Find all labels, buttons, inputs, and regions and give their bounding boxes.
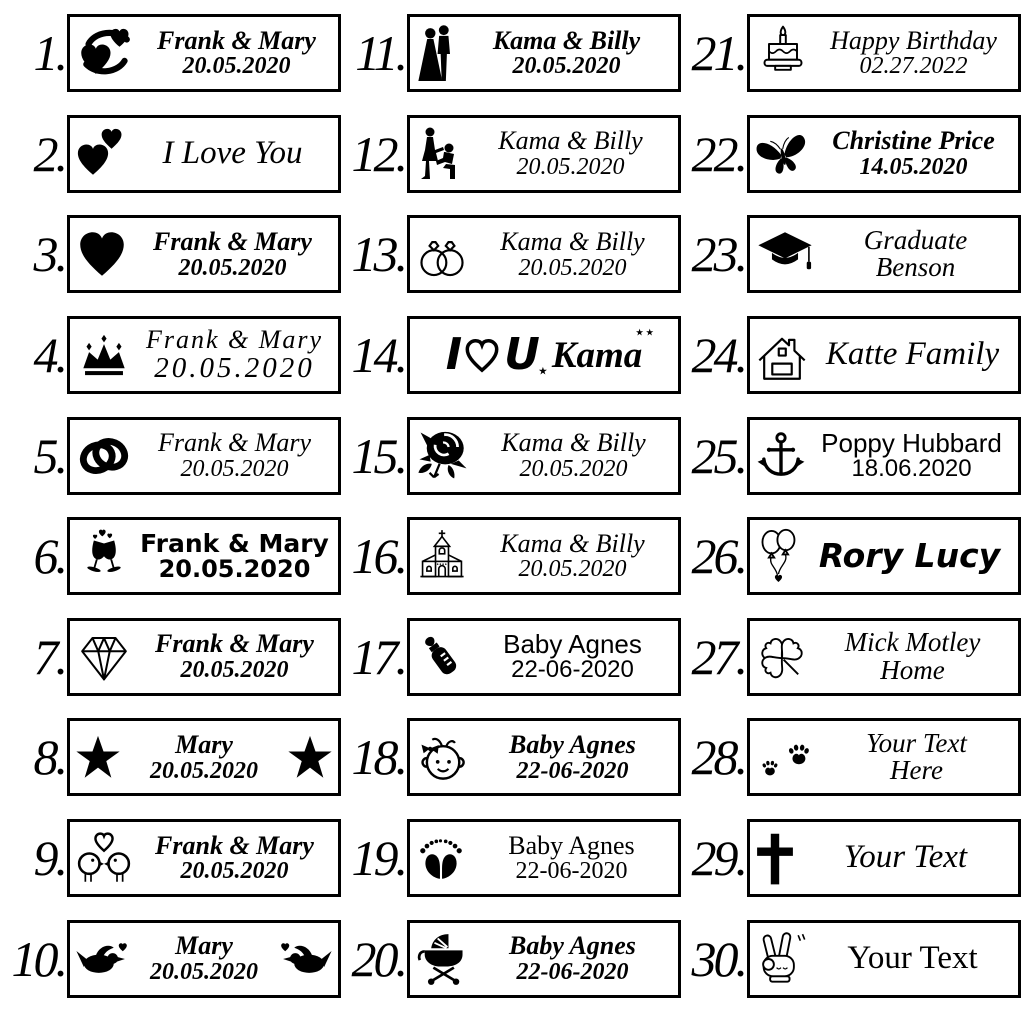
design-text [136,631,333,682]
design-text-line1: Kama & Billy [500,226,645,256]
design-text [472,528,673,583]
design-preview[interactable] [747,115,1021,193]
star-icon [287,734,333,780]
design-number: 21. [691,25,745,82]
design-text-line1: Baby Agnes [509,729,636,759]
design-preview[interactable] [747,417,1021,495]
design-text [124,729,284,784]
design-option [342,204,682,305]
design-number: 20. [351,930,405,987]
design-number: 9. [33,830,65,887]
heart-outline-icon [464,338,500,373]
baby-feet-icon [415,832,467,884]
design-text [472,226,673,281]
design-text-line2: 20.05.2020 [180,455,289,482]
design-text-line1: Rory Lucy [818,536,1001,576]
design-text [136,830,333,885]
design-preview[interactable] [747,718,1021,796]
graduation-cap-icon [755,229,815,279]
design-text-line2: 20.05.2020 [519,455,628,482]
love-letter-u: U [504,329,538,381]
design-preview[interactable] [67,316,341,394]
design-text-line1: Baby Agnes [503,629,642,660]
design-text [132,226,333,281]
design-text-line2: 20.05.2020 [154,351,315,384]
design-text [474,430,673,481]
toast-glasses-icon [75,529,133,583]
design-text [812,629,1013,684]
design-number: 13. [351,226,405,283]
design-text-line2: 20.05.2020 [182,53,291,80]
design-number: 25. [691,427,745,484]
design-option [342,405,682,506]
design-text-line2: Home [880,654,945,685]
design-number: 1. [33,25,65,82]
design-text [132,137,333,171]
design-text-line1: Poppy Hubbard [821,428,1002,459]
design-number: 16. [351,528,405,585]
design-text [820,727,1013,786]
design-text-line1: Mary [175,931,233,961]
design-text-line2: Benson [875,252,956,283]
design-preview[interactable] [67,417,341,495]
design-preview[interactable] [67,215,341,293]
design-option [342,506,682,607]
design-preview[interactable] [67,920,341,998]
design-text-line1: Kama & Billy [501,428,646,458]
design-option [342,3,682,104]
design-text-line1: Frank & Mary [155,629,314,659]
design-text-line2: 02.27.2022 [859,53,968,80]
design-preview[interactable] [407,517,681,595]
design-preview[interactable] [407,920,681,998]
design-text-line1: Katte Family [825,336,1000,373]
design-text-line2: 20.05.2020 [512,53,621,80]
double-hearts-swoosh-icon [75,26,137,80]
baby-face-icon [415,731,469,783]
design-option [2,104,342,205]
design-text-line1: Mick Motley [844,627,981,658]
design-preview[interactable] [407,215,681,293]
design-number: 2. [33,125,65,182]
heart-icon [75,227,129,281]
design-text-line1: Kama & Billy [498,126,643,156]
design-option [2,908,342,1009]
design-number: 19. [351,830,405,887]
design-text-line1: Baby Agnes [509,931,636,961]
design-option [682,305,1022,406]
rose-icon [415,428,471,484]
design-preview[interactable] [407,14,681,92]
design-preview[interactable] [747,14,1021,92]
dove-right-icon [75,935,129,983]
design-number: 28. [691,729,745,786]
interlocked-rings-icon [75,431,133,481]
design-number: 22. [691,125,745,182]
design-preview[interactable] [747,618,1021,696]
design-option [342,104,682,205]
wedding-couple-icon [415,25,457,81]
design-option [342,707,682,808]
design-text-line2: Here [890,755,943,786]
design-number: 27. [691,628,745,685]
design-preview[interactable] [407,618,681,696]
design-option [682,204,1022,305]
design-text-line1: Your Text [847,939,978,976]
lovebirds-icon [75,832,133,884]
design-text [814,128,1013,179]
design-option [2,204,342,305]
design-preview[interactable] [407,718,681,796]
design-text [415,329,673,381]
love-letter-i: I [445,329,461,381]
design-text-line1: Your Text [843,839,968,876]
design-option [342,305,682,406]
design-option [682,908,1022,1009]
design-preview[interactable] [407,417,681,495]
design-number: 10. [11,930,65,987]
clover-icon [755,630,809,684]
design-option [682,405,1022,506]
design-preview[interactable] [747,316,1021,394]
design-preview[interactable] [747,819,1021,897]
design-text [818,224,1013,283]
design-text-line1: Frank & Mary [145,325,324,355]
church-icon [415,529,469,583]
peace-hand-icon [755,932,809,986]
diamond-rings-icon [415,229,469,279]
design-text [460,25,673,80]
design-text-line2: 20.05.2020 [180,656,289,683]
design-text [136,430,333,481]
design-text-line2: 20.05.2020 [518,254,627,281]
design-option [2,405,342,506]
design-text-line2: 20.05.2020 [178,254,287,281]
design-preview[interactable] [747,920,1021,998]
butterfly-icon [755,129,811,179]
two-hearts-icon [75,127,129,181]
design-text-line2: 20.05.2020 [150,757,258,784]
balloons-icon [755,528,803,584]
design-option [682,607,1022,708]
design-text-line1: Baby Agnes [508,830,635,860]
design-preview[interactable] [67,718,341,796]
design-option [682,808,1022,909]
house-icon [755,329,809,381]
design-option [682,707,1022,808]
design-text [806,536,1013,576]
design-text [468,128,673,179]
design-text-line2: 18.06.2020 [851,454,972,482]
design-number: 11. [355,25,405,82]
design-number: 7. [33,628,65,685]
design-number: 15. [351,427,405,484]
design-text [472,631,673,682]
design-preview[interactable] [407,115,681,193]
design-text-line1: Frank & Mary [155,830,314,860]
design-number: 17. [351,628,405,685]
design-option [682,3,1022,104]
love-name: ★ Kama ★★ [552,337,642,374]
design-text [812,338,1013,372]
baby-carriage-icon [415,932,469,986]
design-text-line1: I Love You [162,135,303,172]
design-option [342,607,682,708]
proposal-icon [415,126,465,182]
design-option [2,3,342,104]
design-text-line1: Kama & Billy [500,528,645,558]
design-option [682,104,1022,205]
design-text-line2: 20.05.2020 [516,153,625,180]
design-option [342,908,682,1009]
design-text-line2: 22-06-2020 [515,858,628,885]
design-number: 5. [33,427,65,484]
design-text-line1: Kama & Billy [492,25,641,55]
design-text [812,939,1013,976]
design-preview[interactable] [747,215,1021,293]
design-preview[interactable] [747,517,1021,595]
design-text [136,327,333,383]
design-number: 12. [351,125,405,182]
design-number: 24. [691,327,745,384]
design-preview[interactable] [67,14,341,92]
baby-bottle-icon [415,630,469,684]
design-text [132,933,276,984]
design-text [472,933,673,984]
design-number: 4. [33,327,65,384]
design-text-line2: 20.05.2020 [180,858,289,885]
design-text-line1: Mary [175,729,233,759]
design-text [814,25,1013,80]
design-number: 14. [351,327,405,384]
design-number: 3. [33,226,65,283]
design-preview[interactable] [407,316,681,394]
design-option [2,305,342,406]
design-preview[interactable] [67,819,341,897]
design-text-line1: Frank & Mary [157,25,316,55]
design-text-line2: 20.05.2020 [158,554,311,583]
design-text [798,841,1013,875]
design-text-line2: 20.05.2020 [150,958,258,985]
design-text [136,531,333,581]
design-text-line1: Your Text [866,727,967,758]
design-option [2,808,342,909]
diamond-icon [75,630,133,684]
design-preview[interactable] [407,819,681,897]
design-text-line1: Frank & Mary [157,428,312,458]
design-option [2,607,342,708]
design-number: 30. [691,930,745,987]
design-text-line1: Frank & Mary [153,226,312,256]
dove-left-icon [279,935,333,983]
design-text [472,729,673,784]
design-option [342,808,682,909]
design-text [470,830,673,885]
design-number: 26. [691,528,745,585]
design-text-line2: 22-06-2020 [516,958,629,985]
design-text-line2: 22-06-2020 [516,757,629,784]
paw-prints-icon [755,732,817,782]
design-text-line1: Christine Price [832,126,995,156]
cross-icon [755,831,795,885]
design-text [810,430,1013,481]
design-preview[interactable] [67,115,341,193]
design-text-line1: Happy Birthday [830,25,997,55]
design-text-line1: Graduate [863,224,968,255]
design-option [2,707,342,808]
design-number: 8. [33,729,65,786]
birthday-cake-icon [755,25,811,81]
design-number: 23. [691,226,745,283]
design-text [140,25,333,80]
design-number: 6. [33,528,65,585]
design-preview[interactable] [67,517,341,595]
design-preview[interactable] [67,618,341,696]
design-option [2,506,342,607]
design-text-line2: 14.05.2020 [859,153,968,180]
anchor-icon [755,429,807,483]
design-text-line2: 22-06-2020 [511,655,634,683]
crown-icon [75,328,133,382]
design-option [682,506,1022,607]
design-number: 18. [351,729,405,786]
design-text-line2: 20.05.2020 [518,556,627,583]
star-icon [75,734,121,780]
design-text-line1: Frank & Mary [140,529,329,559]
design-number: 29. [691,830,745,887]
